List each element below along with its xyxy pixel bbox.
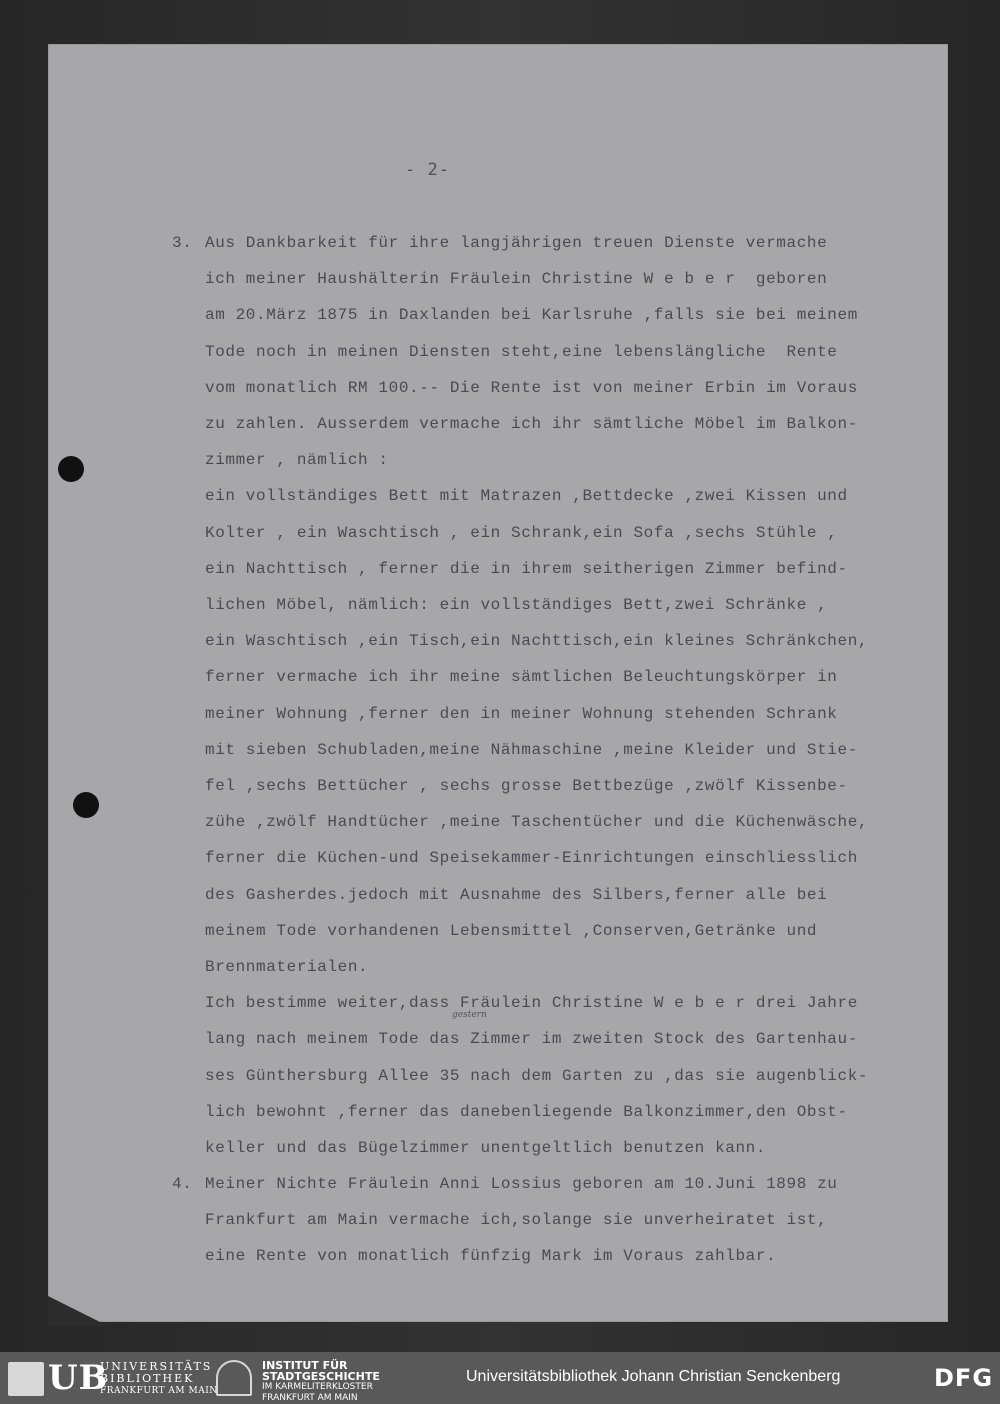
ub-name-line1: UNIVERSITÄTS xyxy=(100,1360,213,1373)
text-line: ses Günthersburg Allee 35 nach dem Garten zu ,das sie augenblick- xyxy=(205,1066,869,1085)
text-line: fel ,sechs Bettücher , sechs grosse Bettbezüge ,zwölf Kissenbe- xyxy=(205,777,848,795)
isg-line4: FRANKFURT AM MAIN xyxy=(262,1393,358,1403)
isg-line1: INSTITUT FÜR xyxy=(262,1359,348,1372)
text-line: lich bewohnt ,ferner das danebenliegende Balkonzimmer,den Obst- xyxy=(205,1102,848,1121)
ub-portrait-logo-icon xyxy=(8,1362,44,1396)
text-line: des Gasherdes.jedoch mit Ausnahme des Silbers,ferner alle bei xyxy=(205,885,828,904)
text-line: am 20.März 1875 in Daxlanden bei Karlsruhe ,falls sie bei meinem xyxy=(205,306,858,325)
ub-logo-letters: UB xyxy=(48,1358,109,1398)
ub-name-line3: FRANKFURT AM MAIN xyxy=(100,1386,218,1396)
text-line: Kolter , ein Waschtisch , ein Schrank,ein Sofa ,sechs Stühle , xyxy=(205,523,838,542)
item-number: 4. xyxy=(172,1175,193,1193)
page-number: - 2- xyxy=(405,160,450,180)
text-line: keller und das Bügelzimmer unentgeltlich benutzen kann. xyxy=(205,1139,767,1157)
footer-title: Universitätsbibliothek Johann Christian Senckenberg xyxy=(466,1368,841,1385)
text-line: ferner vermache ich ihr meine sämtlichen Beleuchtungskörper in xyxy=(205,668,838,687)
isg-line2: STADTGESCHICHTE xyxy=(262,1370,380,1383)
text-line: Ich bestimme weiter,dass Fräulein Christine W e b e r drei Jahre xyxy=(205,994,858,1013)
text-line: lang nach meinem Tode das Zimmer im zweiten Stock des Gartenhau- xyxy=(205,1030,858,1049)
text-line: eine Rente von monatlich fünfzig Mark im Voraus zahlbar. xyxy=(205,1247,777,1266)
text-line: Frankfurt am Main vermache ich,solange sie unverheiratet ist, xyxy=(205,1211,828,1230)
text-line: Tode noch in meinen Diensten steht,eine lebenslängliche Rente xyxy=(205,342,838,361)
text-line: mit sieben Schubladen,meine Nähmaschine ,meine Kleider und Stie- xyxy=(205,740,858,759)
text-line: zühe ,zwölf Handtücher ,meine Taschentücher und die Küchenwäsche, xyxy=(205,813,869,832)
item-number: 3. xyxy=(172,234,193,252)
text-line: lichen Möbel, nämlich: ein vollständiges Bett,zwei Schränke , xyxy=(205,596,828,614)
text-line: vom monatlich RM 100.-- Die Rente ist von meiner Erbin im Voraus xyxy=(205,378,858,397)
text-line: Brennmaterialen. xyxy=(205,958,369,976)
text-line: ein Waschtisch ,ein Tisch,ein Nachttisch,ein kleines Schränkchen, xyxy=(205,632,869,651)
text-line: meinem Tode vorhandenen Lebensmittel ,Conserven,Getränke und xyxy=(205,921,818,940)
handwritten-annotation: gestern xyxy=(452,1010,487,1020)
ub-name-line2: BIBLIOTHEK xyxy=(100,1372,195,1385)
text-line: zu zahlen. Ausserdem vermache ich ihr sämtliche Möbel im Balkon- xyxy=(205,415,858,433)
isg-arch-logo-icon xyxy=(216,1360,252,1396)
text-line: meiner Wohnung ,ferner den in meiner Wohnung stehenden Schrank xyxy=(205,704,838,723)
text-line: ein vollständiges Bett mit Matrazen ,Bettdecke ,zwei Kissen und xyxy=(205,487,848,506)
text-line: ein Nachttisch , ferner die in ihrem seitherigen Zimmer befind- xyxy=(205,559,848,578)
footer-bar xyxy=(0,1352,1000,1404)
dfg-logo: DFG xyxy=(934,1364,994,1392)
ub-name xyxy=(100,1361,218,1397)
text-line: Meiner Nichte Fräulein Anni Lossius geboren am 10.Juni 1898 zu xyxy=(205,1175,838,1193)
text-line: ich meiner Haushälterin Fräulein Christine W e b e r geboren xyxy=(205,270,828,289)
isg-name xyxy=(262,1360,380,1404)
text-line: zimmer , nämlich : xyxy=(205,451,389,470)
text-line: ferner die Küchen-und Speisekammer-Einrichtungen einschliesslich xyxy=(205,849,858,868)
text-line: Aus Dankbarkeit für ihre langjährigen treuen Dienste vermache xyxy=(205,234,828,252)
isg-line3: IM KARMELITERKLOSTER xyxy=(262,1382,373,1392)
